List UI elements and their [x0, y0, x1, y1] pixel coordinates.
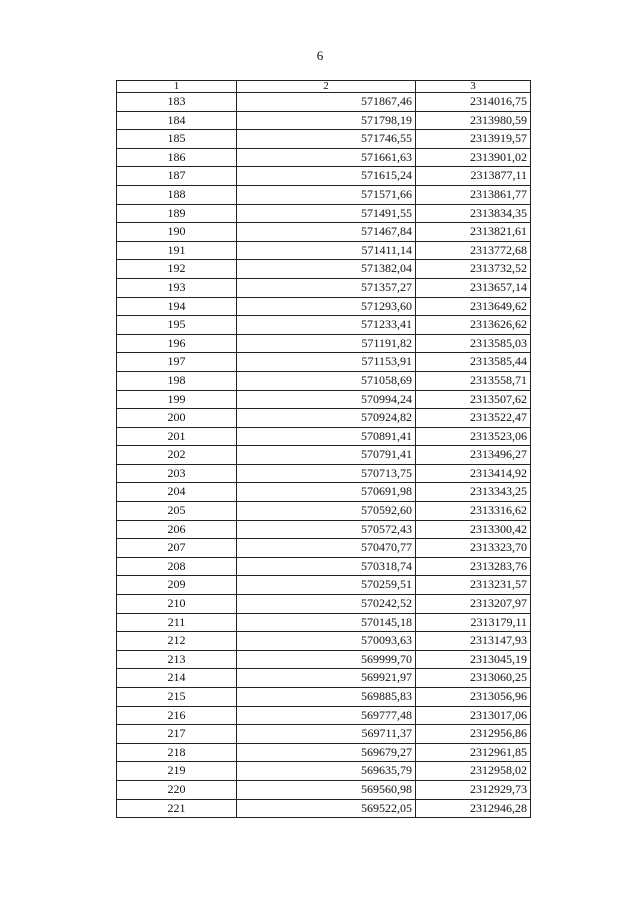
- point-number-cell: 214: [117, 669, 237, 688]
- table-row: [117, 799, 531, 818]
- point-number-cell: 184: [117, 111, 237, 130]
- x-coordinate-cell: 571382,04: [237, 260, 416, 279]
- point-number-cell: 202: [117, 446, 237, 465]
- y-coordinate-cell: 2313732,52: [416, 260, 531, 279]
- point-number-cell: 200: [117, 409, 237, 428]
- y-coordinate-cell: 2313060,25: [416, 669, 531, 688]
- y-coordinate-cell: 2312929,73: [416, 780, 531, 799]
- x-coordinate-cell: 571467,84: [237, 223, 416, 242]
- table-row: [117, 595, 531, 614]
- x-coordinate-cell: 569560,98: [237, 780, 416, 799]
- y-coordinate-cell: 2313626,62: [416, 316, 531, 335]
- table-row: [117, 613, 531, 632]
- point-number-cell: 215: [117, 688, 237, 707]
- table-row: [117, 148, 531, 167]
- table-row: [117, 241, 531, 260]
- y-coordinate-cell: 2313585,44: [416, 353, 531, 372]
- point-number-cell: 217: [117, 725, 237, 744]
- column-header-1: 1: [117, 81, 237, 93]
- point-number-cell: 216: [117, 706, 237, 725]
- y-coordinate-cell: 2313861,77: [416, 185, 531, 204]
- table-row: [117, 576, 531, 595]
- header-row: [117, 81, 531, 93]
- x-coordinate-cell: 570924,82: [237, 409, 416, 428]
- table-row: [117, 650, 531, 669]
- table-row: [117, 762, 531, 781]
- x-coordinate-cell: 571867,46: [237, 93, 416, 112]
- x-coordinate-cell: 569711,37: [237, 725, 416, 744]
- table-row: [117, 743, 531, 762]
- point-number-cell: 203: [117, 464, 237, 483]
- y-coordinate-cell: 2313179,11: [416, 613, 531, 632]
- y-coordinate-cell: 2313522,47: [416, 409, 531, 428]
- table-row: [117, 632, 531, 651]
- point-number-cell: 221: [117, 799, 237, 818]
- x-coordinate-cell: 570791,41: [237, 446, 416, 465]
- table-row: [117, 111, 531, 130]
- x-coordinate-cell: 570093,63: [237, 632, 416, 651]
- point-number-cell: 187: [117, 167, 237, 186]
- table-row: [117, 502, 531, 521]
- x-coordinate-cell: 570318,74: [237, 557, 416, 576]
- table-row: [117, 446, 531, 465]
- x-coordinate-cell: 571491,55: [237, 204, 416, 223]
- point-number-cell: 194: [117, 297, 237, 316]
- point-number-cell: 201: [117, 427, 237, 446]
- table-row: [117, 204, 531, 223]
- point-number-cell: 192: [117, 260, 237, 279]
- y-coordinate-cell: 2313147,93: [416, 632, 531, 651]
- point-number-cell: 210: [117, 595, 237, 614]
- y-coordinate-cell: 2312958,02: [416, 762, 531, 781]
- table-row: [117, 557, 531, 576]
- table-row: [117, 278, 531, 297]
- table-row: [117, 539, 531, 558]
- table-row: [117, 520, 531, 539]
- table-row: [117, 669, 531, 688]
- x-coordinate-cell: 570691,98: [237, 483, 416, 502]
- table-row: [117, 130, 531, 149]
- y-coordinate-cell: 2313901,02: [416, 148, 531, 167]
- x-coordinate-cell: 569679,27: [237, 743, 416, 762]
- y-coordinate-cell: 2312956,86: [416, 725, 531, 744]
- point-number-cell: 208: [117, 557, 237, 576]
- y-coordinate-cell: 2313207,97: [416, 595, 531, 614]
- table-row: [117, 706, 531, 725]
- y-coordinate-cell: 2313414,92: [416, 464, 531, 483]
- x-coordinate-cell: 571746,55: [237, 130, 416, 149]
- x-coordinate-cell: 570242,52: [237, 595, 416, 614]
- point-number-cell: 183: [117, 93, 237, 112]
- y-coordinate-cell: 2313657,14: [416, 278, 531, 297]
- x-coordinate-cell: 571571,66: [237, 185, 416, 204]
- y-coordinate-cell: 2313523,06: [416, 427, 531, 446]
- table-row: [117, 725, 531, 744]
- x-coordinate-cell: 570145,18: [237, 613, 416, 632]
- y-coordinate-cell: 2314016,75: [416, 93, 531, 112]
- y-coordinate-cell: 2313558,71: [416, 371, 531, 390]
- y-coordinate-cell: 2313877,11: [416, 167, 531, 186]
- table-row: [117, 334, 531, 353]
- point-number-cell: 205: [117, 502, 237, 521]
- y-coordinate-cell: 2313507,62: [416, 390, 531, 409]
- point-number-cell: 207: [117, 539, 237, 558]
- x-coordinate-cell: 570994,24: [237, 390, 416, 409]
- table-row: [117, 409, 531, 428]
- x-coordinate-cell: 571411,14: [237, 241, 416, 260]
- point-number-cell: 188: [117, 185, 237, 204]
- y-coordinate-cell: 2312961,85: [416, 743, 531, 762]
- point-number-cell: 212: [117, 632, 237, 651]
- x-coordinate-cell: 571233,41: [237, 316, 416, 335]
- point-number-cell: 220: [117, 780, 237, 799]
- table-row: [117, 483, 531, 502]
- x-coordinate-cell: 571357,27: [237, 278, 416, 297]
- table-row: [117, 780, 531, 799]
- x-coordinate-cell: 571661,63: [237, 148, 416, 167]
- x-coordinate-cell: 569522,05: [237, 799, 416, 818]
- point-number-cell: 185: [117, 130, 237, 149]
- table-row: [117, 316, 531, 335]
- column-header-3: 3: [416, 81, 531, 93]
- point-number-cell: 219: [117, 762, 237, 781]
- point-number-cell: 209: [117, 576, 237, 595]
- table-row: [117, 297, 531, 316]
- point-number-cell: 193: [117, 278, 237, 297]
- point-number-cell: 218: [117, 743, 237, 762]
- y-coordinate-cell: 2313919,57: [416, 130, 531, 149]
- x-coordinate-cell: 570592,60: [237, 502, 416, 521]
- point-number-cell: 198: [117, 371, 237, 390]
- table-row: [117, 353, 531, 372]
- y-coordinate-cell: 2313834,35: [416, 204, 531, 223]
- point-number-cell: 206: [117, 520, 237, 539]
- x-coordinate-cell: 570470,77: [237, 539, 416, 558]
- table-row: [117, 260, 531, 279]
- y-coordinate-cell: 2313772,68: [416, 241, 531, 260]
- y-coordinate-cell: 2313045,19: [416, 650, 531, 669]
- table-header: [117, 81, 531, 93]
- x-coordinate-cell: 570259,51: [237, 576, 416, 595]
- table-row: [117, 185, 531, 204]
- x-coordinate-cell: 571058,69: [237, 371, 416, 390]
- table-body: [117, 93, 531, 818]
- x-coordinate-cell: 571153,91: [237, 353, 416, 372]
- point-number-cell: 189: [117, 204, 237, 223]
- point-number-cell: 196: [117, 334, 237, 353]
- x-coordinate-cell: 569635,79: [237, 762, 416, 781]
- y-coordinate-cell: 2313496,27: [416, 446, 531, 465]
- x-coordinate-cell: 569777,48: [237, 706, 416, 725]
- table-row: [117, 688, 531, 707]
- y-coordinate-cell: 2313231,57: [416, 576, 531, 595]
- y-coordinate-cell: 2313316,62: [416, 502, 531, 521]
- page-number: 6: [316, 48, 324, 63]
- y-coordinate-cell: 2313323,70: [416, 539, 531, 558]
- point-number-cell: 199: [117, 390, 237, 409]
- point-number-cell: 190: [117, 223, 237, 242]
- x-coordinate-cell: 569999,70: [237, 650, 416, 669]
- point-number-cell: 204: [117, 483, 237, 502]
- table-row: [117, 371, 531, 390]
- point-number-cell: 211: [117, 613, 237, 632]
- x-coordinate-cell: 569921,97: [237, 669, 416, 688]
- table-row: [117, 390, 531, 409]
- point-number-cell: 195: [117, 316, 237, 335]
- x-coordinate-cell: 570891,41: [237, 427, 416, 446]
- y-coordinate-cell: 2313283,76: [416, 557, 531, 576]
- x-coordinate-cell: 570572,43: [237, 520, 416, 539]
- y-coordinate-cell: 2313343,25: [416, 483, 531, 502]
- table-row: [117, 167, 531, 186]
- y-coordinate-cell: 2313980,59: [416, 111, 531, 130]
- y-coordinate-cell: 2313821,61: [416, 223, 531, 242]
- y-coordinate-cell: 2313585,03: [416, 334, 531, 353]
- y-coordinate-cell: 2313017,06: [416, 706, 531, 725]
- x-coordinate-cell: 570713,75: [237, 464, 416, 483]
- y-coordinate-cell: 2313056,96: [416, 688, 531, 707]
- x-coordinate-cell: 569885,83: [237, 688, 416, 707]
- y-coordinate-cell: 2312946,28: [416, 799, 531, 818]
- y-coordinate-cell: 2313300,42: [416, 520, 531, 539]
- point-number-cell: 191: [117, 241, 237, 260]
- x-coordinate-cell: 571191,82: [237, 334, 416, 353]
- table-row: [117, 464, 531, 483]
- y-coordinate-cell: 2313649,62: [416, 297, 531, 316]
- point-number-cell: 197: [117, 353, 237, 372]
- x-coordinate-cell: 571615,24: [237, 167, 416, 186]
- table-row: [117, 427, 531, 446]
- x-coordinate-cell: 571798,19: [237, 111, 416, 130]
- table-row: [117, 223, 531, 242]
- point-number-cell: 186: [117, 148, 237, 167]
- coordinates-table: [116, 80, 531, 818]
- x-coordinate-cell: 571293,60: [237, 297, 416, 316]
- column-header-2: 2: [237, 81, 416, 93]
- table-row: [117, 93, 531, 112]
- point-number-cell: 213: [117, 650, 237, 669]
